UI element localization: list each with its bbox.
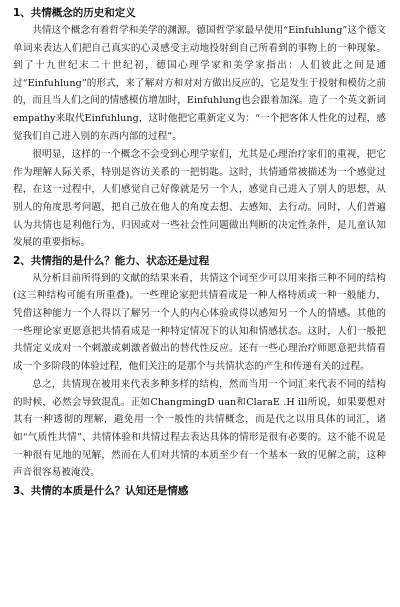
- paragraph-summary: 总之，共情现在被用来代表多种多样的结构，然而当用一个词汇来代表不同的结构的时候，必然会导致混乱。正如ChangmingD uan和ClaraE .H ill所说，如果要想对其有一种透彻的理解，避免用一个一般性的共情概念，而是代之以用具体的词汇，诸如“气质性共情”、共情体验和共情过程去表达具体的情形是很有必要的。这不能不说是一种很有见地的见解，然而在人们对共情的本质至少有一个基本一致的见解之前，这种声音很容易被淹没。: [13, 379, 386, 479]
- section-heading-ability-state-process: 2、共情指的是什么？能力、状态还是过程: [13, 254, 210, 267]
- section-heading-history-definition: 1、共情概念的历史和定义: [13, 7, 136, 19]
- section-heading-nature: 3、共情的本质是什么？认知还是情感: [13, 484, 189, 497]
- paragraph-process: 很明显，这样的一个概念不会受到心理学家们，尤其是心理治疗家们的重视，把它作为理解人际关系，特别是咨访关系的一把钥匙。这时，共情通常被描述为一个感觉过程，在这一过程中，人们感觉自己好像就是另一个人，感觉自己进入了别人的思想，从别人的角度思考问题，把自己放在他人的角度去想、去感知、去行动。同时，人们普遍认为共情也是利他行为、归因或对一些社会性问题做出判断的决定性条件，是儿童认知发展的重要指标。: [13, 149, 386, 249]
- paragraph-three-structures: 从分析目前所得到的文献的结果来看，共情这个词至少可以用来指三种不同的结构(这三种结构可能有所重叠)。一些理论家把共情看成是一种人格特质或一种一般能力，凭借这种能力一个人得以了解另一个人的内心体验或得以感知另一个人的情感。其他的一些理论家更愿意把共情看成是一种特定情况下的认知和情感状态。这时，人们一般把共情定义成对一个刺激或刺激者做出的替代性反应。还有一些心理治疗师愿意把共情看成一个多阶段的体验过程，他们关注的是那个与共情状态的产生和传递有关的过程。: [13, 272, 386, 372]
- paragraph-origin: 共情这个概念有着哲学和美学的渊源。德国哲学家最早使用“Einfuhlung”这个德文单词来表达人们把自己真实的心灵感受主动地投射到自己所看到的事物上的一种现象。到了十九世纪末二十世纪初，德国心理学家和美学家指出：人们彼此之间是通过“Einfuhlung”的形式，来了解对方和对对方做出反应的，它是发生于投射和模仿之前的，而且当人们之间的情感模仿增加时，Einfuhlung也会跟着加深。造了一个英文新词empathy来取代Einfuhlung，这时他把它重新定义为：“一个把客体人性化的过程，感觉我们自己进入别的东西内部的过程”。: [13, 25, 386, 142]
